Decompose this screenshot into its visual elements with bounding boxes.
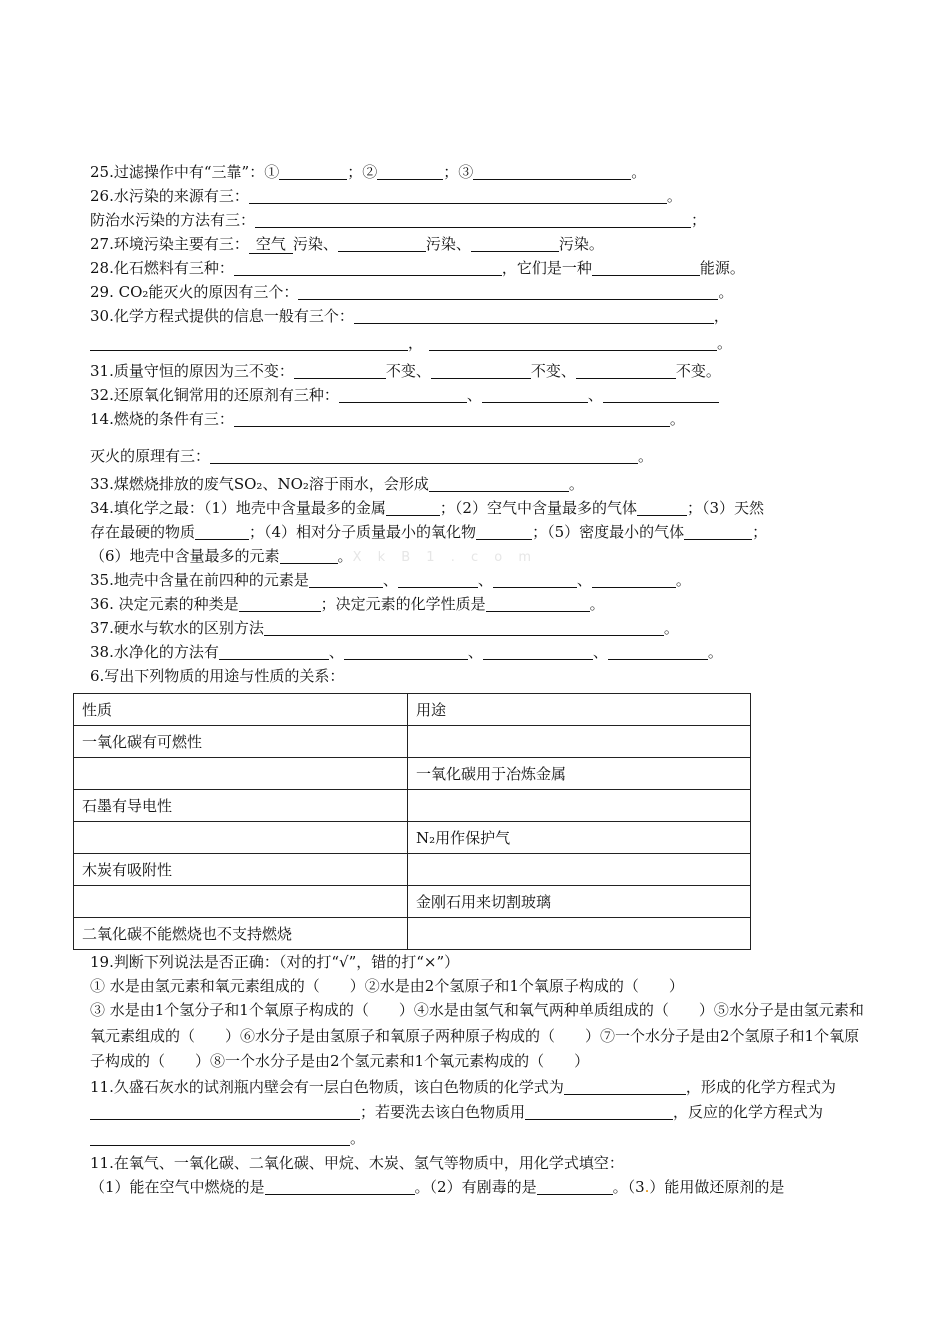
q27-line: 27.环境污染主要有三： 空气 污染、 污染、 污染。 bbox=[90, 235, 604, 253]
table-cell: 金刚石用来切割玻璃 bbox=[408, 886, 751, 918]
stray-dot: . bbox=[644, 1178, 650, 1196]
q36-line: 36. 决定元素的种类是 ；决定元素的化学性质是 。 bbox=[90, 595, 605, 613]
q27-filled-blank[interactable]: 空气 bbox=[249, 235, 293, 254]
table-cell: 一氧化碳用于冶炼金属 bbox=[408, 758, 751, 790]
q38-blank-2[interactable] bbox=[344, 642, 468, 660]
table-row bbox=[74, 886, 751, 918]
q26-line: 26.水污染的来源有三： 。 bbox=[90, 187, 682, 205]
table-header-row bbox=[74, 694, 751, 726]
q34-blank-3[interactable] bbox=[195, 522, 249, 540]
table-row bbox=[74, 822, 751, 854]
q19-line-1: ① 水是由氢元素和氧元素组成的（ ）②水是由2个氢原子和1个氧原子构成的（ ） bbox=[90, 977, 684, 995]
q32-blank-3[interactable] bbox=[603, 385, 719, 403]
q34-line-3: （6）地壳中含量最多的元素 。X k B 1 . c o m bbox=[90, 547, 538, 565]
q28-blank-1[interactable] bbox=[234, 258, 502, 276]
q11b-title: 11.在氧气、一氧化碳、二氧化碳、甲烷、木炭、氢气等物质中，用化学式填空： bbox=[90, 1154, 624, 1172]
table-cell: 二氧化碳不能燃烧也不支持燃烧 bbox=[74, 918, 408, 950]
q11a-blank-3[interactable] bbox=[525, 1102, 673, 1120]
q25-blank-2[interactable] bbox=[377, 162, 443, 180]
table-header: 性质 bbox=[74, 694, 408, 726]
table-cell: 一氧化碳有可燃性 bbox=[74, 726, 408, 758]
q29-blank[interactable] bbox=[298, 282, 718, 300]
q11-lime-paragraph: 11.久盛石灰水的试剂瓶内壁会有一层白色物质，该白色物质的化学式为 ，形成的化学方程式为；若要洗去该白色物质用 ，反应的化学方程式为。 bbox=[90, 1077, 836, 1147]
table-cell-blank[interactable] bbox=[408, 918, 751, 950]
q25-blank-1[interactable] bbox=[279, 162, 347, 180]
q31-blank-3[interactable] bbox=[576, 361, 676, 379]
q36-blank-1[interactable] bbox=[239, 594, 321, 612]
q31-line: 31.质量守恒的原因为三不变： 不变、 不变、 不变。 bbox=[90, 362, 721, 380]
q35-blank-4[interactable] bbox=[592, 570, 676, 588]
table-row bbox=[74, 918, 751, 950]
q30-line: 30.化学方程式提供的信息一般有三个： ， bbox=[90, 307, 729, 325]
q34-blank-5[interactable] bbox=[684, 522, 752, 540]
q38-blank-1[interactable] bbox=[219, 642, 329, 660]
q30-blank-1[interactable] bbox=[354, 306, 714, 324]
table-cell-blank[interactable] bbox=[74, 886, 408, 918]
q32-blank-1[interactable] bbox=[339, 385, 467, 403]
q35-blank-2[interactable] bbox=[398, 570, 478, 588]
q38-blank-4[interactable] bbox=[608, 642, 708, 660]
table-cell-blank[interactable] bbox=[74, 758, 408, 790]
q6-title: 6.写出下列物质的用途与性质的关系： bbox=[90, 667, 345, 685]
q26-blank[interactable] bbox=[249, 186, 667, 204]
q11a-blank-2[interactable] bbox=[90, 1102, 360, 1120]
table-row bbox=[74, 726, 751, 758]
q26-blank-2[interactable] bbox=[255, 210, 691, 228]
q32-blank-2[interactable] bbox=[482, 385, 588, 403]
table-cell-blank[interactable] bbox=[408, 726, 751, 758]
table-cell: 石墨有导电性 bbox=[74, 790, 408, 822]
q26-line-2: 防治水污染的方法有三： ； bbox=[90, 211, 707, 229]
q28-blank-2[interactable] bbox=[592, 258, 700, 276]
q25-blank-3[interactable] bbox=[473, 162, 631, 180]
q11b-blank-1[interactable] bbox=[265, 1177, 415, 1195]
worksheet-bottom bbox=[90, 950, 865, 1199]
q38-line: 38.水净化的方法有 、 、 、 。 bbox=[90, 643, 723, 661]
q14-blank[interactable] bbox=[234, 409, 670, 427]
q11b-line: （1）能在空气中燃烧的是 。（2）有剧毒的是 。（3.）能用做还原剂的是 bbox=[90, 1178, 785, 1196]
q30-line-2: ， 。 bbox=[90, 328, 865, 359]
q11a-blank-1[interactable] bbox=[564, 1077, 686, 1095]
q28-line: 28.化石燃料有三种： ，它们是一种 能源。 bbox=[90, 259, 745, 277]
q35-blank-1[interactable] bbox=[309, 570, 383, 588]
q34-blank-6[interactable] bbox=[280, 546, 338, 564]
q30-blank-3[interactable] bbox=[429, 333, 717, 351]
table-row bbox=[74, 854, 751, 886]
table-row bbox=[74, 758, 751, 790]
q34-blank-2[interactable] bbox=[637, 498, 687, 516]
q36-blank-2[interactable] bbox=[486, 594, 590, 612]
q11a-blank-4[interactable] bbox=[90, 1128, 350, 1146]
watermark: X k B 1 . c o m bbox=[352, 550, 538, 565]
table-cell: 木炭有吸附性 bbox=[74, 854, 408, 886]
q38-blank-3[interactable] bbox=[483, 642, 593, 660]
q37-blank[interactable] bbox=[264, 618, 664, 636]
q35-blank-3[interactable] bbox=[493, 570, 577, 588]
q34-blank-1[interactable] bbox=[386, 498, 440, 516]
q34-line-2: 存在最硬的物质 ；（4）相对分子质量最小的氧化物 ；（5）密度最小的气体 ； bbox=[90, 523, 768, 541]
table-row bbox=[74, 790, 751, 822]
q34-blank-4[interactable] bbox=[476, 522, 532, 540]
property-usage-table bbox=[73, 693, 751, 950]
q31-blank-1[interactable] bbox=[294, 361, 386, 379]
q27-blank-3[interactable] bbox=[471, 234, 559, 252]
table-cell-blank[interactable] bbox=[408, 854, 751, 886]
q27-blank-2[interactable] bbox=[338, 234, 426, 252]
q14-line: 14.燃烧的条件有三： 。 bbox=[90, 410, 685, 428]
table-cell: N₂用作保护气 bbox=[408, 822, 751, 854]
extinguish-blank[interactable] bbox=[210, 446, 638, 464]
table-header: 用途 bbox=[408, 694, 751, 726]
table-cell-blank[interactable] bbox=[408, 790, 751, 822]
q30-blank-2[interactable] bbox=[90, 333, 408, 351]
q29-line: 29. CO₂能灭火的原因有三个： 。 bbox=[90, 283, 734, 301]
q33-line: 33.煤燃烧排放的废气SO₂、NO₂溶于雨水，会形成 。 bbox=[90, 475, 584, 493]
q19-title: 19.判断下列说法是否正确：（对的打“√”，错的打“×”） bbox=[90, 953, 460, 971]
q37-line: 37.硬水与软水的区别方法 。 bbox=[90, 619, 679, 637]
q25-line: 25.过滤操作中有“三靠”：① ；② ；③ 。 bbox=[90, 163, 647, 181]
q35-line: 35.地壳中含量在前四种的元素是 、 、 、 。 bbox=[90, 571, 691, 589]
q31-blank-2[interactable] bbox=[431, 361, 531, 379]
q33-blank[interactable] bbox=[429, 474, 569, 492]
q19-paragraph: ③ 水是由1个氢分子和1个氧原子构成的（ ）④水是由氢气和氧气两种单质组成的（ ）⑤水分子是由氢元素和氧元素组成的（ ）⑥水分子是由氢原子和氧原子两种原子构成的（ ）⑦一个水分子是由2个氢原子和1个氧原子构成的（ ）⑧一个水分子是由2个氢元素和1个氧元素构成的（ ） bbox=[90, 1001, 864, 1070]
table-cell-blank[interactable] bbox=[74, 822, 408, 854]
q32-line: 32.还原氧化铜常用的还原剂有三种： 、 、 bbox=[90, 383, 865, 407]
q34-line-1: 34.填化学之最：（1）地壳中含量最多的金属 ；（2）空气中含量最多的气体 ；（3）天然 bbox=[90, 499, 764, 517]
extinguish-line: 灭火的原理有三： 。 bbox=[90, 447, 654, 465]
worksheet-top bbox=[90, 160, 865, 688]
q11b-blank-2[interactable] bbox=[537, 1177, 613, 1195]
